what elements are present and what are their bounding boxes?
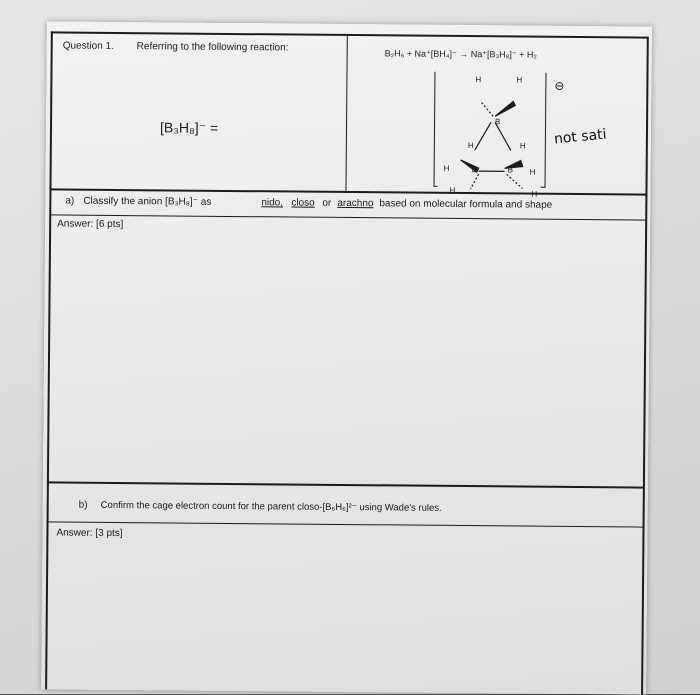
row-divider-4	[47, 521, 644, 527]
option-or: or	[322, 198, 331, 209]
option-arachno: arachno	[337, 198, 373, 209]
atom-b-right: B	[508, 165, 513, 174]
question-prompt: Referring to the following reaction:	[137, 41, 289, 53]
option-closo: closo	[291, 198, 314, 209]
atom-h-5: H	[449, 186, 455, 195]
atom-h-6: H	[531, 190, 537, 199]
atom-h-2: H	[516, 75, 522, 84]
atom-b-apex: B	[495, 117, 500, 126]
worksheet-page	[41, 21, 652, 694]
part-b-text: Confirm the cage electron count for the parent closo-[B₆H₆]²⁻ using Wade's rules.	[101, 500, 442, 514]
part-b-answer-area[interactable]	[47, 541, 642, 692]
part-a-answer-area[interactable]	[49, 231, 645, 485]
atom-h-bridge-2: H	[520, 142, 526, 151]
row-divider-2	[49, 214, 646, 220]
table-top-border	[51, 31, 648, 38]
part-a-answer-label: Answer: [6 pts]	[57, 218, 123, 230]
part-b-label: b)	[79, 500, 88, 511]
row-divider-1	[49, 188, 646, 195]
atom-h-3: H	[444, 164, 450, 173]
handwritten-note: not sati	[553, 127, 607, 148]
question-heading: Question 1.	[63, 41, 114, 52]
part-b-answer-label: Answer: [3 pts]	[56, 527, 122, 539]
anion-label: [B₃H₈]⁻ =	[160, 119, 218, 137]
anion-charge-symbol: ⊖	[554, 79, 564, 93]
part-a-text-before: Classify the anion [B₃H₈]⁻ as	[83, 196, 211, 208]
reaction-equation: B₂H₆ + Na⁺[BH₄]⁻ → Na⁺[B₃H₈]⁻ + H₂	[385, 48, 537, 60]
atom-h-4: H	[530, 168, 536, 177]
header-column-divider	[345, 34, 348, 192]
atom-b-left: B	[472, 165, 477, 174]
atom-h-1: H	[475, 75, 481, 84]
part-a-label: a)	[65, 196, 74, 207]
part-a-text-after: based on molecular formula and shape	[379, 198, 552, 211]
option-nido: nido,	[261, 197, 283, 208]
atom-h-bridge-1: H	[468, 141, 474, 150]
